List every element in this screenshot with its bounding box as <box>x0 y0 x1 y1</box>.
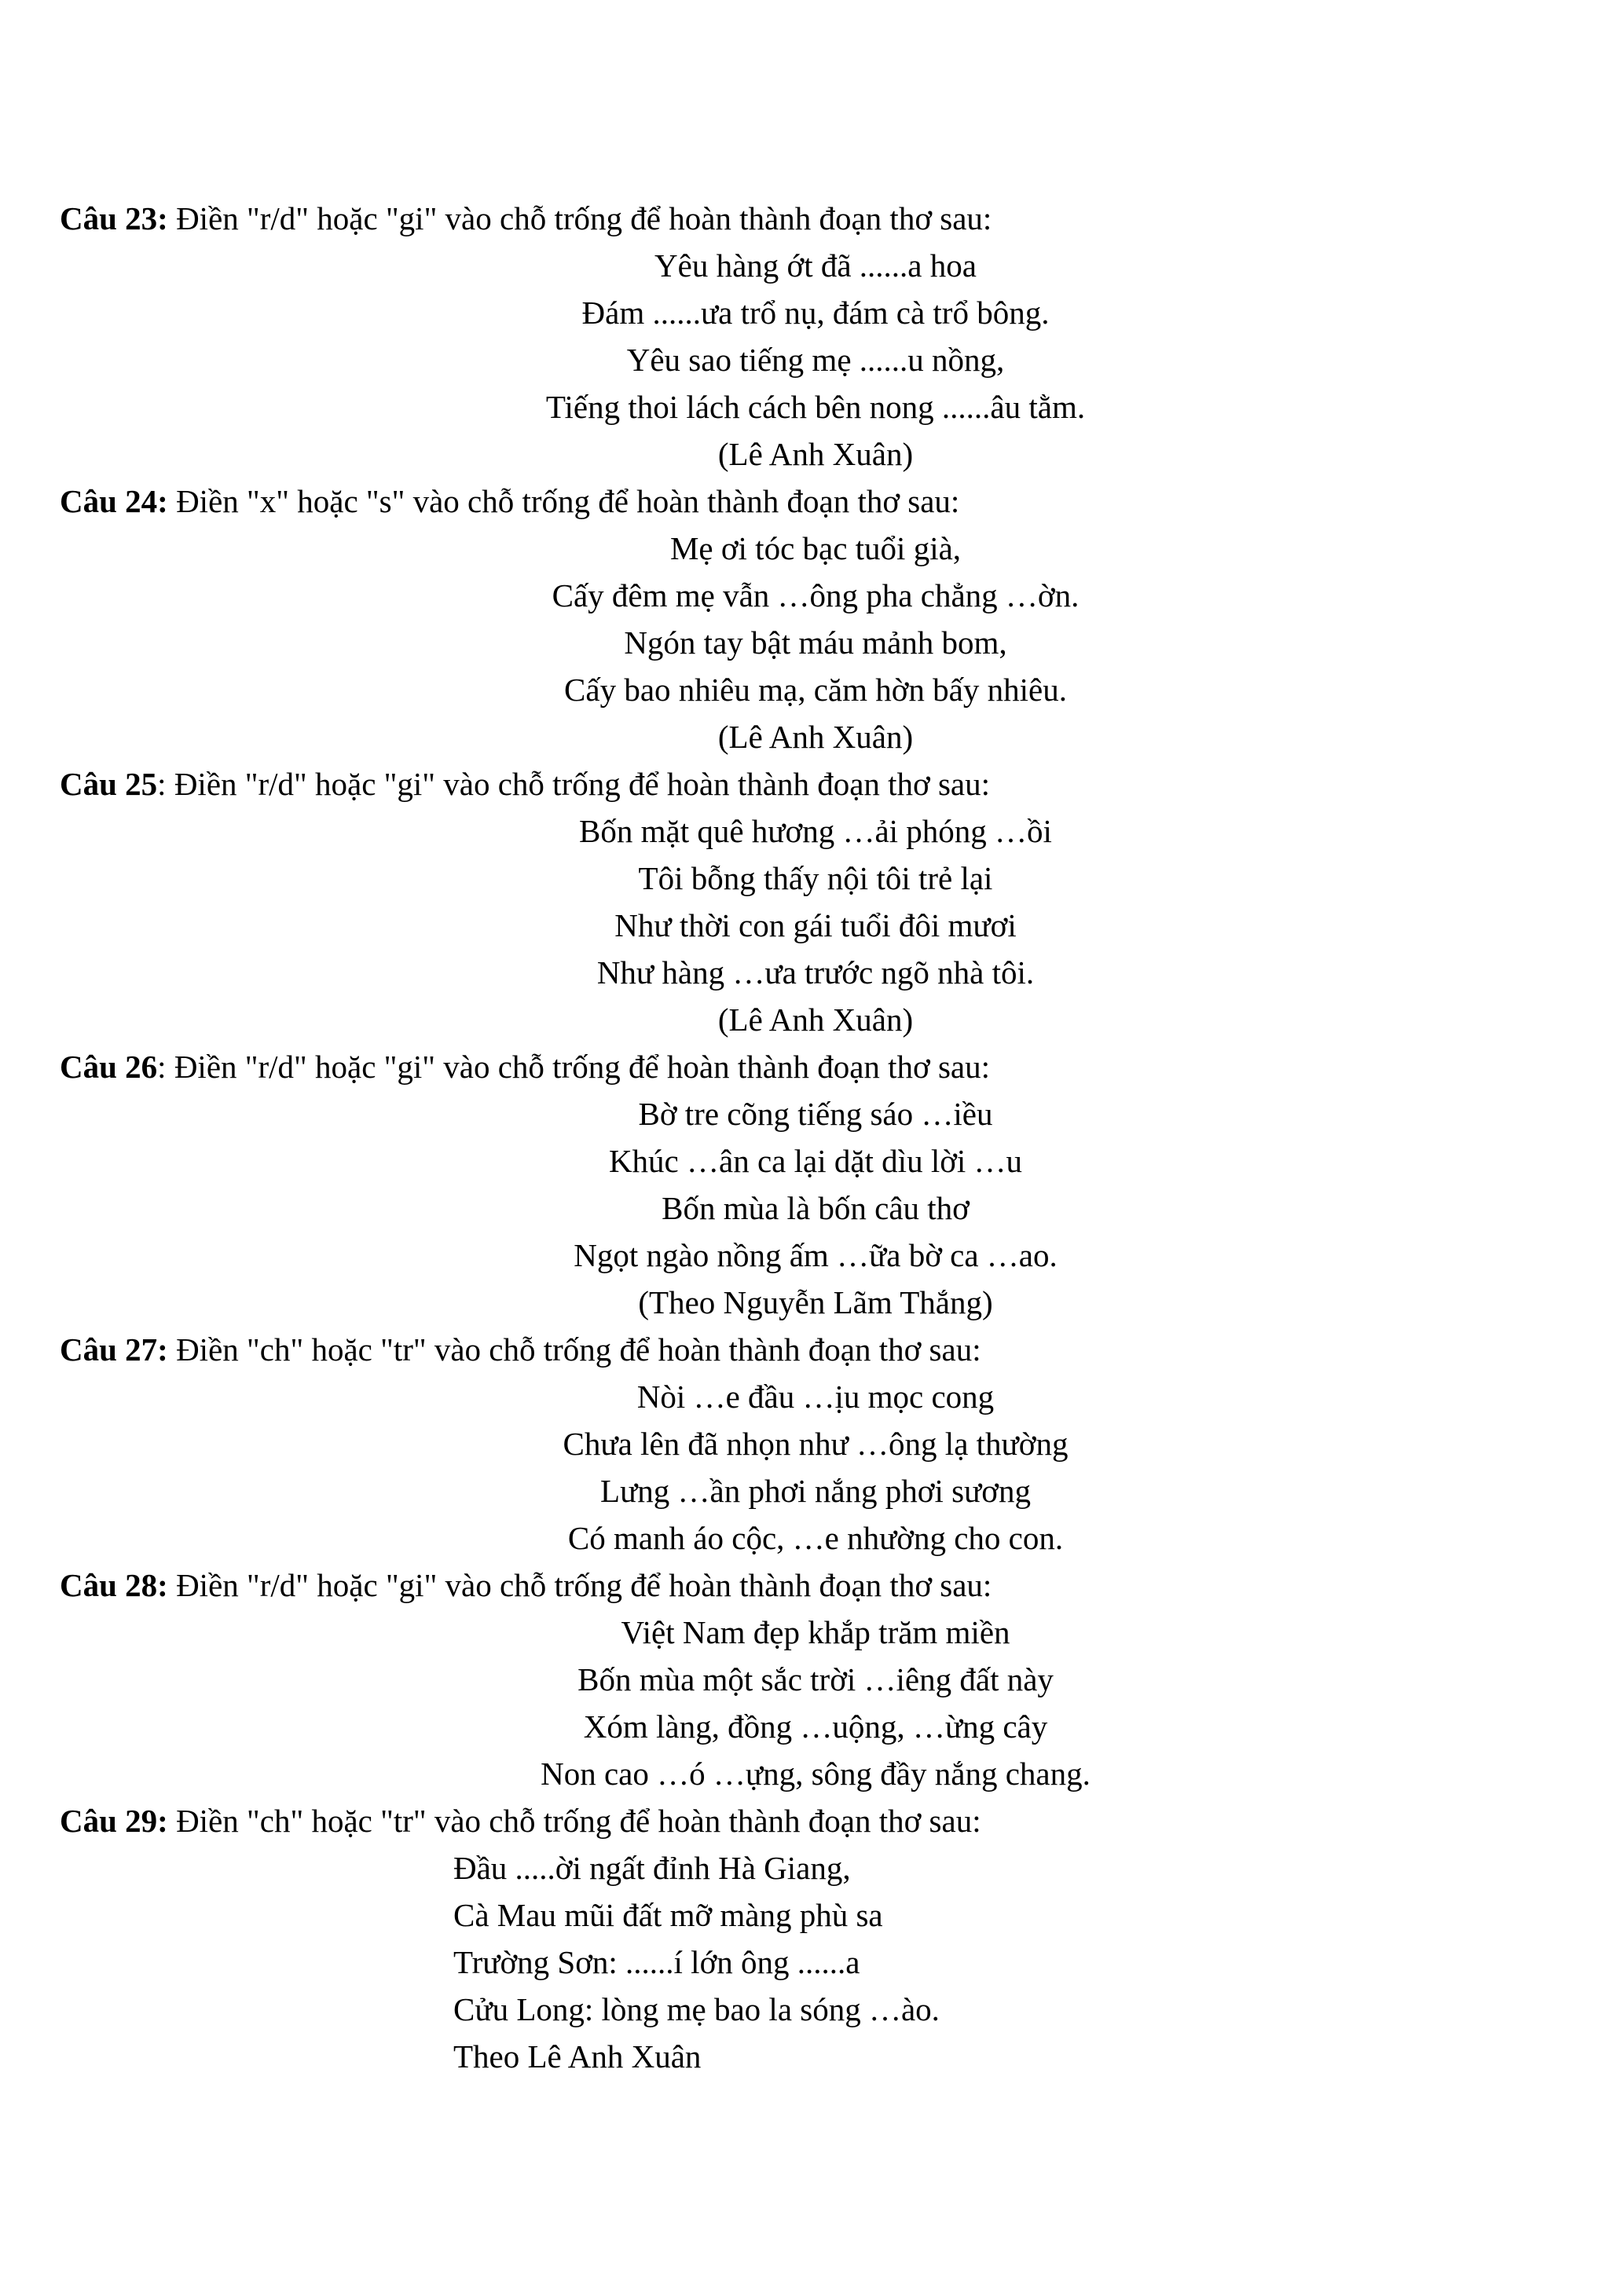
poem-line: Việt Nam đẹp khắp trăm miền <box>621 1614 1010 1650</box>
question-label: Câu 28: <box>60 1567 168 1603</box>
question-23 <box>60 195 1568 478</box>
poem-line: Yêu hàng ớt đã ......a hoa <box>654 247 977 284</box>
question-prompt: Điền "ch" hoặc "tr" vào chỗ trống để hoàn thành đoạn thơ sau: <box>167 1803 981 1839</box>
poem-line: Đám ......ưa trổ nụ, đám cà trổ bông. <box>581 295 1050 331</box>
poem-line: Non cao …ó …ựng, sông đầy nắng chang. <box>541 1756 1091 1792</box>
poem-author: (Theo Nguyễn Lãm Thắng) <box>638 1284 993 1320</box>
poem-line: Khúc …ân ca lại dặt dìu lời …u <box>608 1143 1023 1179</box>
question-heading <box>60 1326 1568 1373</box>
poem-line: Cà Mau mũi đất mỡ màng phù sa <box>453 1897 883 1933</box>
question-prompt: : Điền "r/d" hoặc "gi" vào chỗ trống để hoàn thành đoạn thơ sau: <box>157 1049 991 1085</box>
poem-line: Đầu .....ời ngất đỉnh Hà Giang, <box>453 1850 851 1886</box>
question-28 <box>60 1562 1568 1797</box>
poem-line: Tiếng thoi lách cách bên nong ......âu tằm. <box>545 389 1086 425</box>
question-prompt: Điền "r/d" hoặc "gi" vào chỗ trống để hoàn thành đoạn thơ sau: <box>167 1567 992 1603</box>
question-heading <box>60 478 1568 525</box>
question-heading <box>60 1797 1568 1844</box>
poem-line: Như hàng …ưa trước ngõ nhà tôi. <box>596 954 1035 991</box>
poem-line: Trường Sơn: ......í lớn ông ......a <box>453 1944 860 1980</box>
question-heading <box>60 1043 1568 1090</box>
poem-line: Cấy đêm mẹ vẫn …ông pha chẳng …ờn. <box>552 577 1080 613</box>
poem-line: Mẹ ơi tóc bạc tuổi già, <box>669 530 962 566</box>
question-29 <box>60 1797 1568 2080</box>
question-25 <box>60 760 1568 1043</box>
question-label: Câu 29: <box>60 1803 168 1839</box>
question-prompt: Điền "x" hoặc "s" vào chỗ trống để hoàn thành đoạn thơ sau: <box>167 483 960 519</box>
poem <box>60 1609 1568 1797</box>
poem-line: Bờ tre cõng tiếng sáo …iều <box>638 1096 993 1132</box>
poem-author: (Lê Anh Xuân) <box>717 436 914 472</box>
question-24 <box>60 478 1568 760</box>
poem <box>60 1844 1568 2080</box>
poem-line: Ngọt ngào nồng ấm …ữa bờ ca …ao. <box>574 1237 1058 1273</box>
poem <box>60 807 1568 1043</box>
question-label: Câu 27: <box>60 1331 168 1368</box>
question-prompt: Điền "r/d" hoặc "gi" vào chỗ trống để hoàn thành đoạn thơ sau: <box>167 200 992 236</box>
question-heading <box>60 195 1568 242</box>
question-heading <box>60 760 1568 807</box>
poem-author: (Lê Anh Xuân) <box>717 1002 914 1038</box>
poem-line: Có manh áo cộc, …e nhường cho con. <box>567 1520 1064 1556</box>
poem <box>60 1090 1568 1326</box>
poem <box>60 1373 1568 1562</box>
poem-author: Theo Lê Anh Xuân <box>453 2038 702 2074</box>
poem <box>60 242 1568 478</box>
question-label: Câu 25 <box>60 766 158 802</box>
poem-line: Cấy bao nhiêu mạ, căm hờn bấy nhiêu. <box>564 672 1067 708</box>
poem <box>60 525 1568 760</box>
question-label: Câu 26 <box>60 1049 158 1085</box>
poem-line: Bốn mặt quê hương …ải phóng …ồi <box>579 813 1052 849</box>
poem-line: Tôi bỗng thấy nội tôi trẻ lại <box>638 860 993 896</box>
question-prompt: : Điền "r/d" hoặc "gi" vào chỗ trống để hoàn thành đoạn thơ sau: <box>157 766 991 802</box>
poem-line: Yêu sao tiếng mẹ ......u nồng, <box>626 342 1005 378</box>
question-label: Câu 23: <box>60 200 168 236</box>
poem-line: Cửu Long: lòng mẹ bao la sóng …ào. <box>453 1991 940 2027</box>
poem-line: Như thời con gái tuổi đôi mươi <box>614 907 1017 943</box>
question-label: Câu 24: <box>60 483 168 519</box>
exercise-list <box>60 195 1568 2080</box>
poem-line: Ngón tay bật máu mảnh bom, <box>624 624 1007 661</box>
poem-line: Chưa lên đã nhọn như …ông lạ thường <box>563 1426 1069 1462</box>
poem-line: Bốn mùa một sắc trời …iêng đất này <box>577 1661 1054 1697</box>
question-heading <box>60 1562 1568 1609</box>
poem-line: Lưng …ần phơi nắng phơi sương <box>600 1473 1031 1509</box>
poem-author: (Lê Anh Xuân) <box>717 719 914 755</box>
question-26 <box>60 1043 1568 1326</box>
poem-line: Nòi …e đầu …ịu mọc cong <box>636 1379 995 1415</box>
question-27 <box>60 1326 1568 1562</box>
poem-line: Xóm làng, đồng …uộng, …ừng cây <box>583 1708 1048 1745</box>
poem-line: Bốn mùa là bốn câu thơ <box>662 1190 970 1226</box>
question-prompt: Điền "ch" hoặc "tr" vào chỗ trống để hoàn thành đoạn thơ sau: <box>167 1331 981 1368</box>
